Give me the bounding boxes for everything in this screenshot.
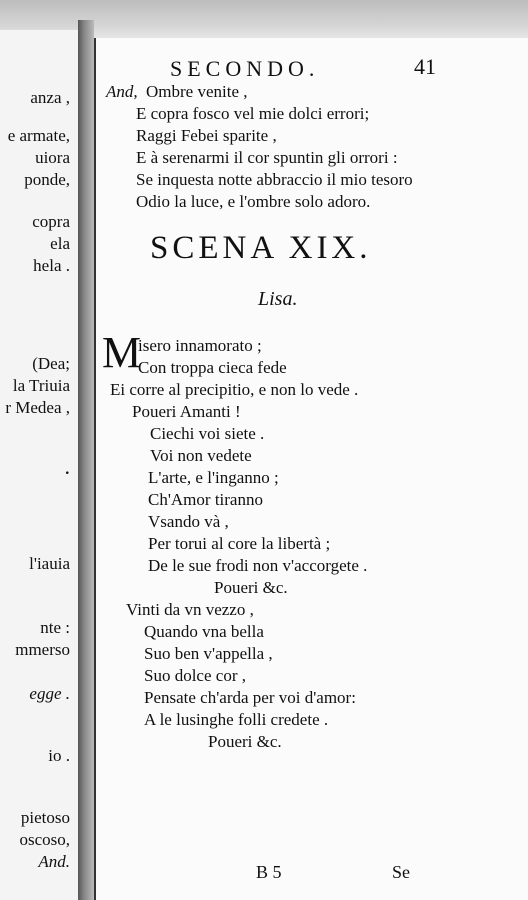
left-page-line: mmerso bbox=[15, 640, 70, 659]
scene-heading: SCENA XIX. bbox=[150, 230, 372, 266]
verse-line: Pensate ch'arda per voi d'amor: bbox=[144, 688, 356, 707]
right-page bbox=[94, 38, 528, 900]
left-page-line: copra bbox=[32, 212, 70, 231]
left-page-line: ponde, bbox=[24, 170, 70, 189]
verse-line: isero innamorato ; bbox=[138, 336, 262, 355]
verse-line: Con troppa cieca fede bbox=[138, 358, 287, 377]
refrain-line: Poueri &c. bbox=[208, 732, 282, 751]
verse-line: Ombre venite , bbox=[146, 82, 248, 101]
left-page-line: l'iauia bbox=[29, 554, 70, 573]
left-page-line: nte : bbox=[40, 618, 70, 637]
left-page-fragment bbox=[0, 30, 80, 900]
verse-line: De le sue frodi non v'accorgete . bbox=[148, 556, 368, 575]
left-page-line: hela . bbox=[33, 256, 70, 275]
left-page-line: uiora bbox=[35, 148, 70, 167]
running-head: SECONDO. bbox=[170, 56, 320, 81]
signature-mark: B 5 bbox=[256, 862, 282, 882]
verse-line: Suo dolce cor , bbox=[144, 666, 246, 685]
left-page-line: e armate, bbox=[7, 126, 70, 145]
verse-line: E copra fosco vel mie dolci errori; bbox=[136, 104, 370, 123]
verse-line: Poueri Amanti ! bbox=[132, 402, 241, 421]
verse-line: A le lusinghe folli credete . bbox=[144, 710, 329, 729]
catchword: Se bbox=[392, 862, 410, 882]
book-gutter bbox=[78, 20, 94, 900]
verse-line: Vinti da vn vezzo , bbox=[126, 600, 254, 619]
verse-line: L'arte, e l'inganno ; bbox=[148, 468, 279, 487]
refrain-line: Poueri &c. bbox=[214, 578, 288, 597]
verse-line: Se inquesta notte abbraccio il mio tesoro bbox=[136, 170, 413, 189]
left-page-line: . bbox=[64, 454, 70, 479]
left-page-line: io . bbox=[48, 746, 70, 765]
verse-line: Raggi Febei sparite , bbox=[136, 126, 277, 145]
left-page-line: And. bbox=[38, 852, 70, 871]
left-page-line: anza , bbox=[30, 88, 70, 107]
verse-line: Ciechi voi siete . bbox=[150, 424, 265, 443]
character-name: Lisa. bbox=[258, 288, 298, 310]
verse-line: Odio la luce, e l'ombre solo adoro. bbox=[136, 192, 371, 211]
speaker-name: And, bbox=[106, 82, 138, 101]
left-page-line: egge . bbox=[29, 684, 70, 703]
left-page-line: ela bbox=[50, 234, 70, 253]
left-page-line: oscoso, bbox=[19, 830, 70, 849]
verse-line: Suo ben v'appella , bbox=[144, 644, 273, 663]
drop-cap: M bbox=[102, 328, 142, 377]
verse-line: Per torui al core la libertà ; bbox=[148, 534, 331, 553]
verse-line: Ch'Amor tiranno bbox=[148, 490, 263, 509]
page-number: 41 bbox=[414, 54, 436, 79]
left-page-line: pietoso bbox=[20, 808, 70, 827]
left-page-line: (Dea; bbox=[32, 354, 70, 373]
verse-line: Vsando và , bbox=[148, 512, 229, 531]
verse-line: Quando vna bella bbox=[144, 622, 264, 641]
verse-line: E à serenarmi il cor spuntin gli orrori : bbox=[136, 148, 398, 167]
verse-line: Voi non vedete bbox=[150, 446, 252, 465]
verse-line: Ei corre al precipitio, e non lo vede . bbox=[110, 380, 359, 399]
left-page-line: r Medea , bbox=[5, 398, 70, 417]
left-page-line: la Triuia bbox=[12, 376, 70, 395]
